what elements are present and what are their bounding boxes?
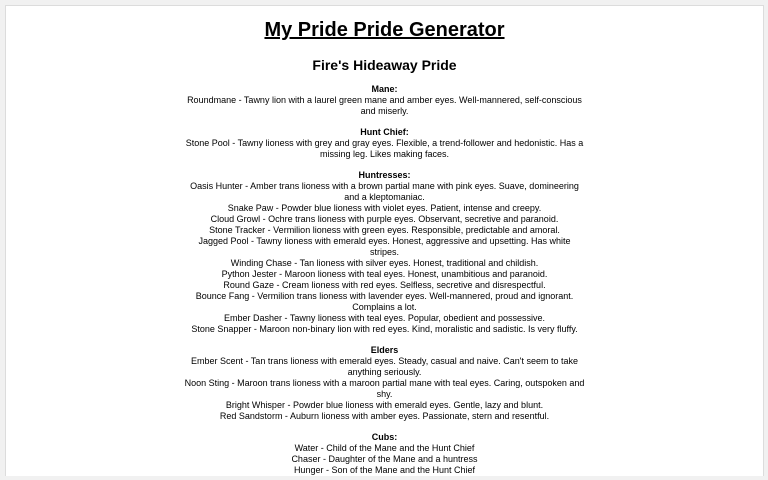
list-item: Snake Paw - Powder blue lioness with violet eyes. Patient, intense and creepy. — [227, 203, 542, 213]
list-item: Hunger - Son of the Mane and the Hunt Chief — [293, 465, 476, 475]
list-item: Roundmane - Tawny lion with a laurel green mane and amber eyes. Well-mannered, self-conscious and miserly. — [187, 95, 582, 116]
list-item: Ember Dasher - Tawny lioness with teal eyes. Popular, obedient and possessive. — [223, 313, 545, 323]
list-item: Bounce Fang - Vermilion trans lioness with lavender eyes. Well-mannered, proud and ignorant. Complains a lot. — [195, 291, 574, 312]
list-item: Winding Chase - Tan lioness with silver eyes. Honest, traditional and childish. — [230, 258, 539, 268]
section — [185, 170, 585, 335]
section — [185, 432, 585, 476]
list-item: Stone Snapper - Maroon non-binary lion with red eyes. Kind, moralistic and sadistic. Is very fluffy. — [191, 324, 578, 334]
sections — [185, 84, 585, 476]
list-item: Chaser - Daughter of the Mane and a huntress — [291, 454, 478, 464]
pride-name: Fire's Hideaway Pride — [312, 57, 457, 73]
list-item: Oasis Hunter - Amber trans lioness with a brown partial mane with pink eyes. Suave, domineering and a kleptomaniac. — [190, 181, 579, 202]
list-item: Stone Tracker - Vermilion lioness with green eyes. Responsible, predictable and amoral. — [209, 225, 560, 235]
bottom-bar — [0, 476, 768, 480]
list-item: Noon Sting - Maroon trans lioness with a maroon partial mane with teal eyes. Caring, outspoken and shy. — [184, 378, 585, 399]
content — [185, 18, 585, 476]
list-item: Jagged Pool - Tawny lioness with emerald eyes. Honest, aggressive and upsetting. Has white stripes. — [198, 236, 571, 257]
document-page — [5, 5, 764, 478]
list-item: Round Gaze - Cream lioness with red eyes. Selfless, secretive and disrespectful. — [223, 280, 546, 290]
section-title: Elders — [370, 345, 399, 355]
section-title: Huntresses: — [358, 170, 411, 180]
section — [185, 127, 585, 160]
section — [185, 345, 585, 422]
list-item: Stone Pool - Tawny lioness with grey and gray eyes. Flexible, a trend-follower and hedonistic. Has a missing leg. Likes making faces. — [185, 138, 584, 159]
page-title: My Pride Pride Generator — [264, 19, 505, 41]
list-item: Python Jester - Maroon lioness with teal eyes. Honest, unambitious and paranoid. — [221, 269, 548, 279]
section-title: Cubs: — [371, 432, 398, 442]
list-item: Cloud Growl - Ochre trans lioness with purple eyes. Observant, secretive and paranoid. — [210, 214, 559, 224]
list-item: Ember Scent - Tan trans lioness with emerald eyes. Steady, casual and naive. Can't seem to take anything seriously. — [190, 356, 579, 377]
list-item: Red Sandstorm - Auburn lioness with amber eyes. Passionate, stern and resentful. — [219, 411, 550, 421]
section-title: Mane: — [371, 84, 398, 94]
section — [185, 84, 585, 117]
list-item: Water - Child of the Mane and the Hunt Chief — [294, 443, 475, 453]
list-item: Bright Whisper - Powder blue lioness with emerald eyes. Gentle, lazy and blunt. — [225, 400, 544, 410]
section-title: Hunt Chief: — [360, 127, 409, 137]
